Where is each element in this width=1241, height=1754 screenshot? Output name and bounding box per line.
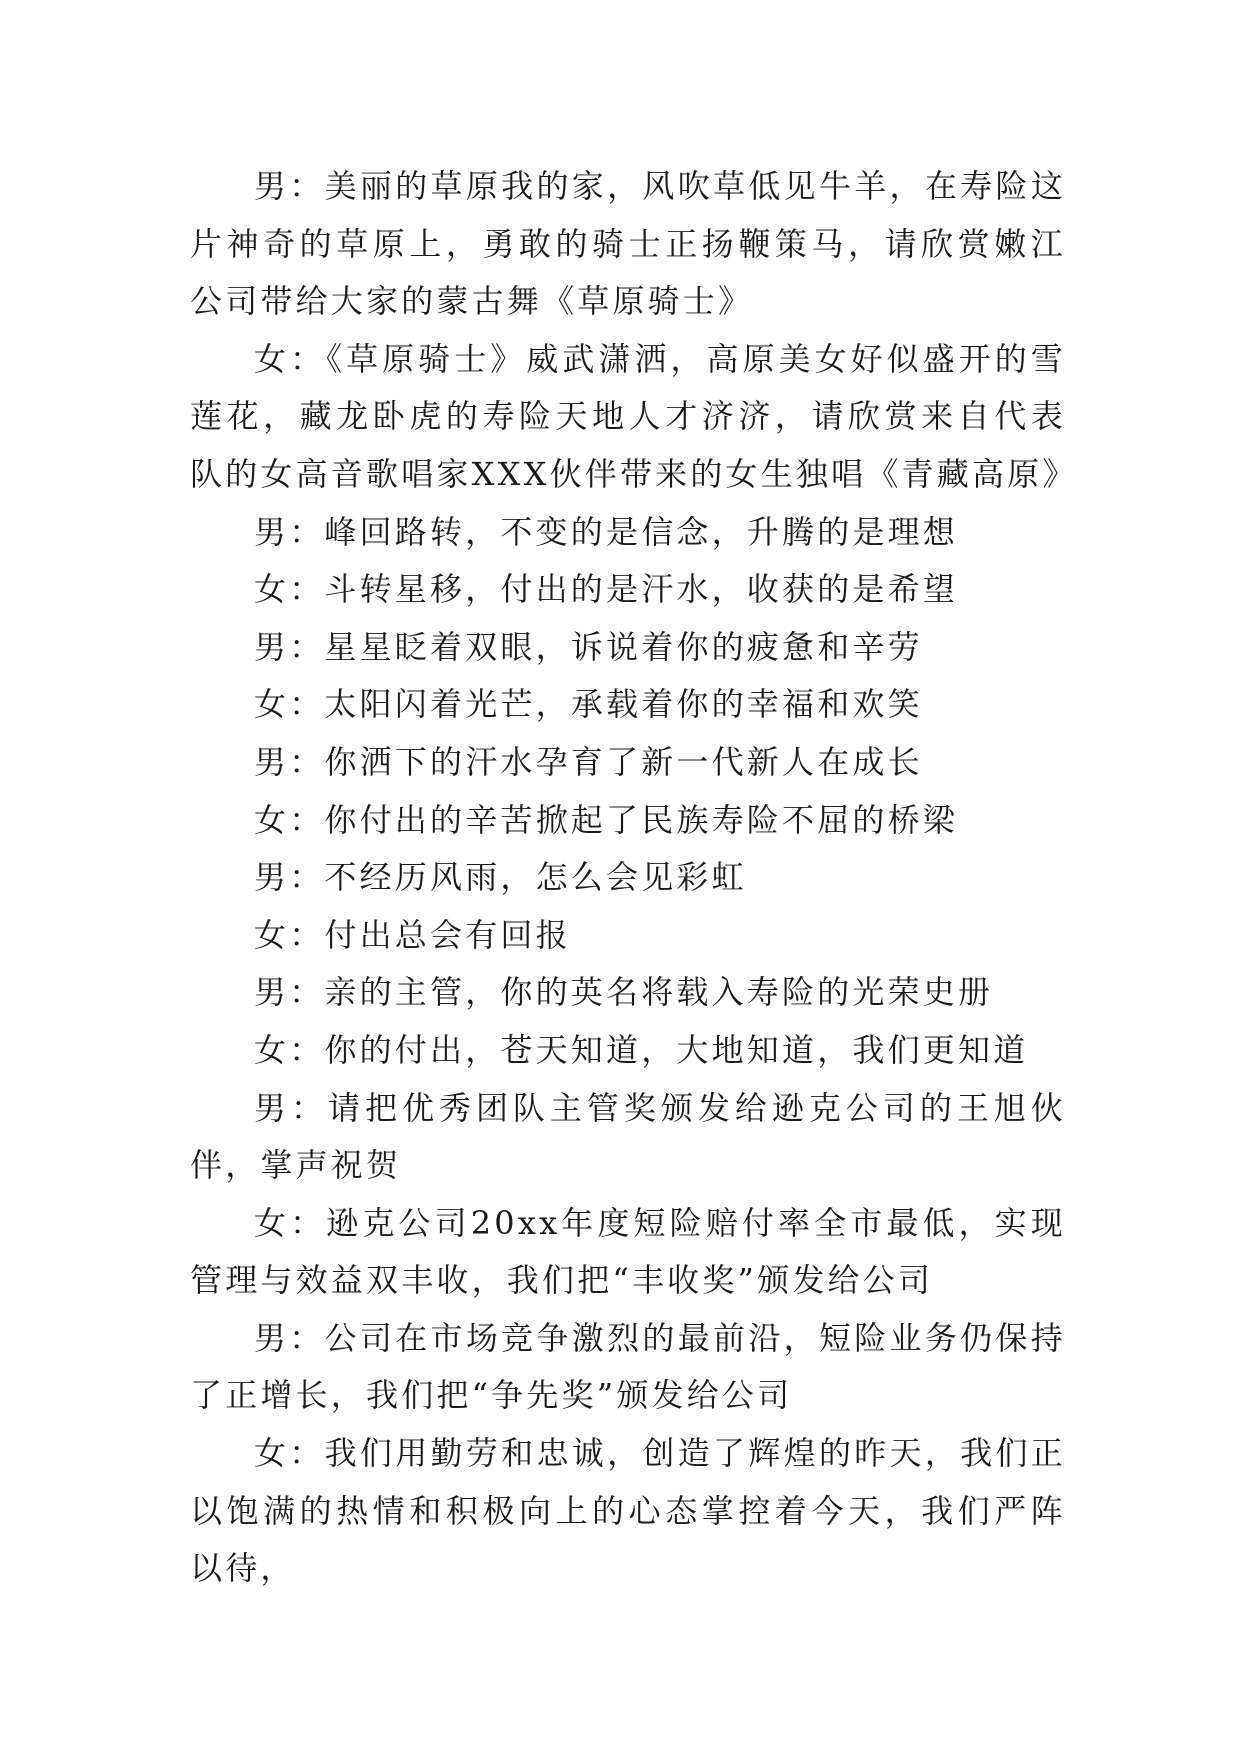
paragraph: 女：《草原骑士》威武潇洒，高原美女好似盛开的雪莲花，藏龙卧虎的寿险天地人才济济，请欣赏来自代表队的女高音歌唱家XXX伙伴带来的女生独唱《青藏高原》 — [190, 339, 1078, 493]
paragraph: 女：我们用勤劳和忠诚，创造了辉煌的昨天，我们正以饱满的热情和积极向上的心态掌控着今天，我们严阵以待， — [190, 1434, 1066, 1588]
paragraph: 女：付出总会有回报 — [254, 915, 571, 954]
paragraph: 男：美丽的草原我的家，风吹草低见牛羊，在寿险这片神奇的草原上，勇敢的骑士正扬鞭策马，请欣赏嫩江公司带给大家的蒙古舞《草原骑士》 — [190, 167, 1066, 321]
paragraph: 男：星星眨着双眼，诉说着你的疲惫和辛劳 — [254, 627, 923, 666]
paragraph: 男：请把优秀团队主管奖颁发给逊克公司的王旭伙伴，掌声祝贺 — [190, 1088, 1066, 1185]
paragraph: 女：斗转星移，付出的是汗水，收获的是希望 — [254, 570, 959, 609]
paragraph: 男：峰回路转，不变的是信念，升腾的是理想 — [254, 512, 959, 551]
paragraph: 男：不经历风雨，怎么会见彩虹 — [254, 858, 747, 897]
paragraph: 女：你付出的辛苦掀起了民族寿险不屈的桥梁 — [254, 800, 959, 839]
paragraph: 男：亲的主管，你的英名将载入寿险的光荣史册 — [254, 973, 994, 1012]
paragraph: 女：太阳闪着光芒，承载着你的幸福和欢笑 — [254, 685, 923, 724]
paragraph: 女：你的付出，苍天知道，大地知道，我们更知道 — [254, 1030, 1029, 1069]
paragraph: 男：公司在市场竞争激烈的最前沿，短险业务仍保持了正增长，我们把“争先奖”颁发给公司 — [190, 1318, 1066, 1415]
document-body — [190, 158, 1078, 1598]
paragraph: 男：你洒下的汗水孕育了新一代新人在成长 — [254, 742, 923, 781]
paragraph: 女：逊克公司20xx年度短险赔付率全市最低，实现管理与效益双丰收，我们把“丰收奖”颁发给公司 — [190, 1203, 1066, 1300]
